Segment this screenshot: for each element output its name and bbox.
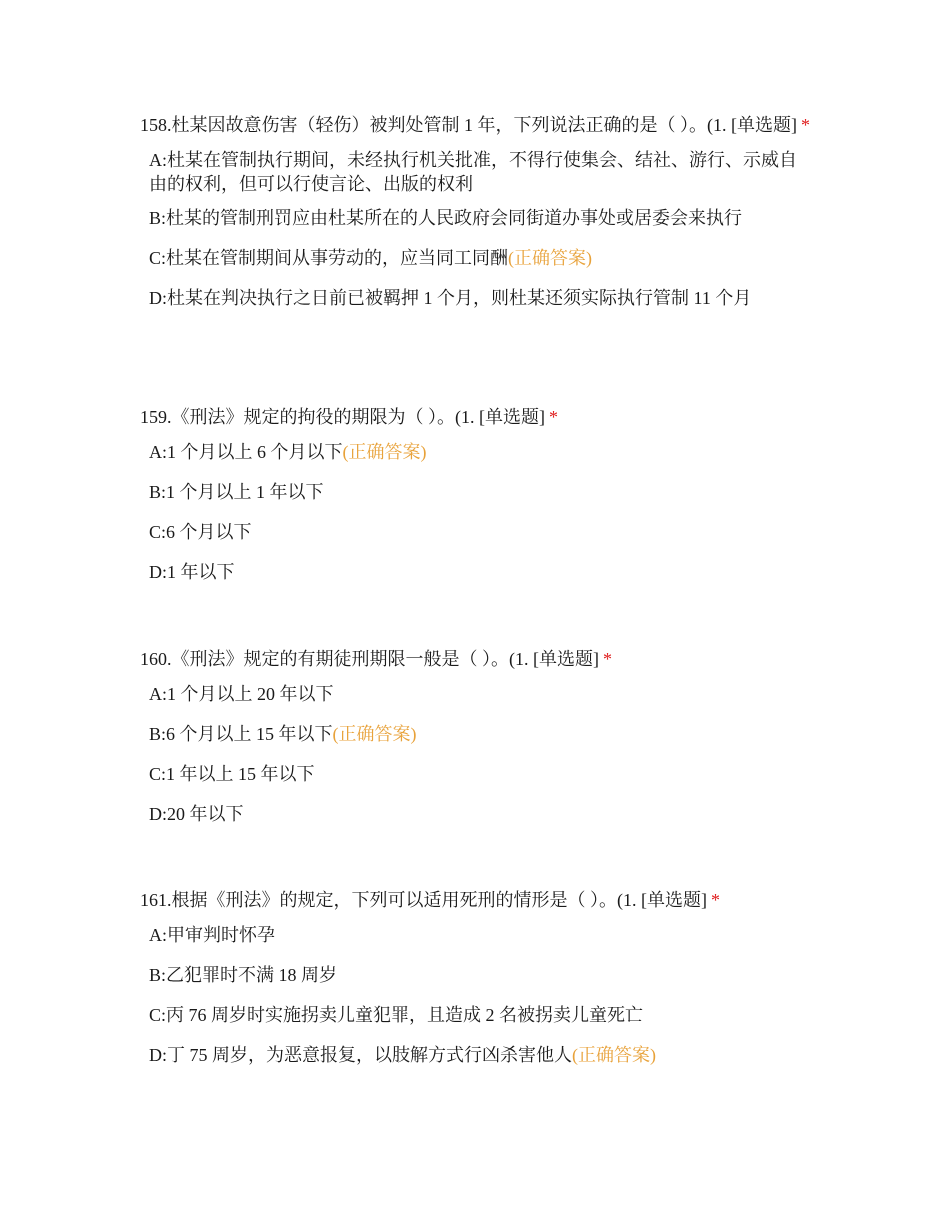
question-text: 159.《刑法》规定的拘役的期限为（ ）。(1. [单选题] bbox=[140, 407, 545, 427]
option-text: A:甲审判时怀孕 bbox=[149, 925, 275, 945]
question-title bbox=[140, 399, 810, 436]
required-mark: * bbox=[548, 407, 558, 427]
question-161 bbox=[140, 882, 810, 1067]
option-d[interactable] bbox=[140, 286, 810, 310]
option-text: C:1 年以上 15 年以下 bbox=[149, 764, 315, 784]
option-d[interactable] bbox=[140, 1043, 810, 1067]
option-a[interactable] bbox=[140, 148, 810, 196]
required-mark: * bbox=[602, 649, 612, 669]
option-text: C:丙 76 周岁时实施拐卖儿童犯罪，且造成 2 名被拐卖儿童死亡 bbox=[149, 1005, 644, 1025]
correct-answer-label: (正确答案) bbox=[332, 724, 417, 744]
option-text: C:6 个月以下 bbox=[149, 522, 252, 542]
option-text: D:20 年以下 bbox=[149, 804, 244, 824]
option-b[interactable] bbox=[140, 480, 810, 504]
option-a[interactable] bbox=[140, 440, 810, 464]
option-text: D:丁 75 周岁，为恶意报复，以肢解方式行凶杀害他人 bbox=[149, 1045, 572, 1065]
option-b[interactable] bbox=[140, 963, 810, 987]
option-c[interactable] bbox=[140, 762, 810, 786]
option-a[interactable] bbox=[140, 923, 810, 947]
options-list bbox=[140, 440, 810, 584]
option-text: B:1 个月以上 1 年以下 bbox=[149, 482, 324, 502]
option-text: B:乙犯罪时不满 18 周岁 bbox=[149, 965, 338, 985]
options-list bbox=[140, 682, 810, 826]
option-c[interactable] bbox=[140, 520, 810, 544]
correct-answer-label: (正确答案) bbox=[342, 442, 427, 462]
question-text: 161.根据《刑法》的规定，下列可以适用死刑的情形是（ ）。(1. [单选题] bbox=[140, 890, 707, 910]
correct-answer-label: (正确答案) bbox=[508, 248, 593, 268]
options-list bbox=[140, 148, 810, 310]
question-title bbox=[140, 107, 810, 144]
option-b[interactable] bbox=[140, 206, 810, 230]
question-text: 160.《刑法》规定的有期徒刑期限一般是（ ）。(1. [单选题] bbox=[140, 649, 599, 669]
question-158 bbox=[140, 107, 810, 310]
option-b[interactable] bbox=[140, 722, 810, 746]
option-d[interactable] bbox=[140, 560, 810, 584]
question-160 bbox=[140, 641, 810, 826]
required-mark: * bbox=[800, 115, 810, 135]
option-a[interactable] bbox=[140, 682, 810, 706]
correct-answer-label: (正确答案) bbox=[572, 1045, 656, 1065]
option-text: D:1 年以下 bbox=[149, 562, 235, 582]
required-mark: * bbox=[710, 890, 720, 910]
question-title bbox=[140, 882, 810, 919]
options-list bbox=[140, 923, 810, 1067]
option-c[interactable] bbox=[140, 246, 810, 270]
option-text: C:杜某在管制期间从事劳动的，应当同工同酬 bbox=[149, 248, 509, 268]
option-text: A:1 个月以上 6 个月以下 bbox=[149, 442, 343, 462]
option-d[interactable] bbox=[140, 802, 810, 826]
question-title bbox=[140, 641, 810, 678]
option-text: B:杜某的管制刑罚应由杜某所在的人民政府会同街道办事处或居委会来执行 bbox=[149, 208, 743, 228]
question-text: 158.杜某因故意伤害（轻伤）被判处管制 1 年，下列说法正确的是（ ）。(1. [单选题] bbox=[140, 115, 797, 135]
option-text: B:6 个月以上 15 年以下 bbox=[149, 724, 333, 744]
option-text: D:杜某在判决执行之日前已被羁押 1 个月，则杜某还须实际执行管制 11 个月 bbox=[149, 288, 752, 308]
question-159 bbox=[140, 399, 810, 584]
option-text: A:杜某在管制执行期间，未经执行机关批准，不得行使集会、结社、游行、示威自由的权利，但可以行使言论、出版的权利 bbox=[149, 150, 797, 194]
option-text: A:1 个月以上 20 年以下 bbox=[149, 684, 334, 704]
option-c[interactable] bbox=[140, 1003, 810, 1027]
